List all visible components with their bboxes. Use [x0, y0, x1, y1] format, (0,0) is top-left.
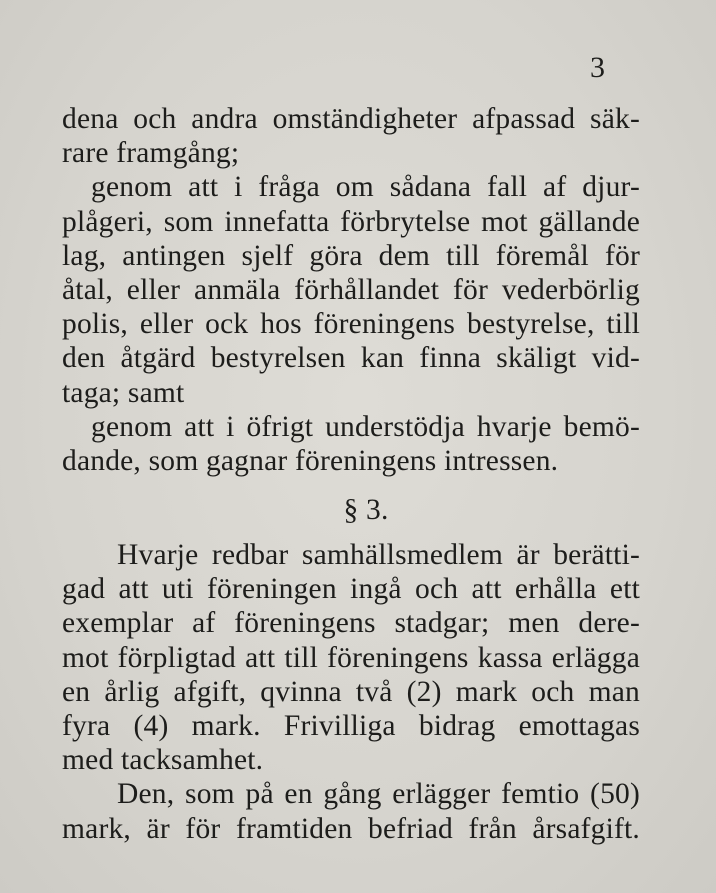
text-line: genom att i fråga om sådana fall af djur- [91, 171, 640, 204]
text-line: åtal, eller anmäla förhållandet för vederbörlig [62, 273, 640, 306]
text-line: en årlig afgift, qvinna två (2) mark och man [62, 675, 640, 708]
page-number: 3 [590, 51, 605, 84]
text-line: Den, som på en gång erlägger femtio (50) [117, 778, 640, 811]
text-line: taga; samt [62, 376, 185, 409]
text-line: genom att i öfrigt understödja hvarje bemö- [91, 410, 640, 443]
text-line: den åtgärd bestyrelsen kan finna skäligt vid- [62, 342, 640, 375]
text-line: mark, är för framtiden befriad från årsafgift. [62, 812, 640, 845]
text-line: gad att uti föreningen ingå och att erhålla ett [62, 573, 640, 606]
text-line: polis, eller ock hos föreningens bestyrelse, till [62, 308, 640, 341]
text-line: dena och andra omständigheter afpassad säk- [62, 103, 640, 135]
text-line: fyra (4) mark. Frivilliga bidrag emottagas [62, 710, 640, 742]
text-line: lag, antingen sjelf göra dem till föremål för [62, 239, 640, 272]
text-line: dande, som gagnar föreningens intressen. [62, 444, 559, 477]
text-line: Hvarje redbar samhällsmedlem är berätti- [117, 539, 640, 572]
body-text [62, 102, 640, 846]
text-line: med tacksamhet. [62, 744, 264, 777]
section-heading: § 3. [343, 494, 389, 527]
text-line: exemplar af föreningens stadgar; men dere- [62, 607, 640, 640]
text-line: rare framgång; [62, 137, 240, 170]
text-line: mot förpligtad att till föreningens kassa erlägga [62, 641, 640, 674]
text-line: plågeri, som innefatta förbrytelse mot gällande [62, 205, 640, 238]
